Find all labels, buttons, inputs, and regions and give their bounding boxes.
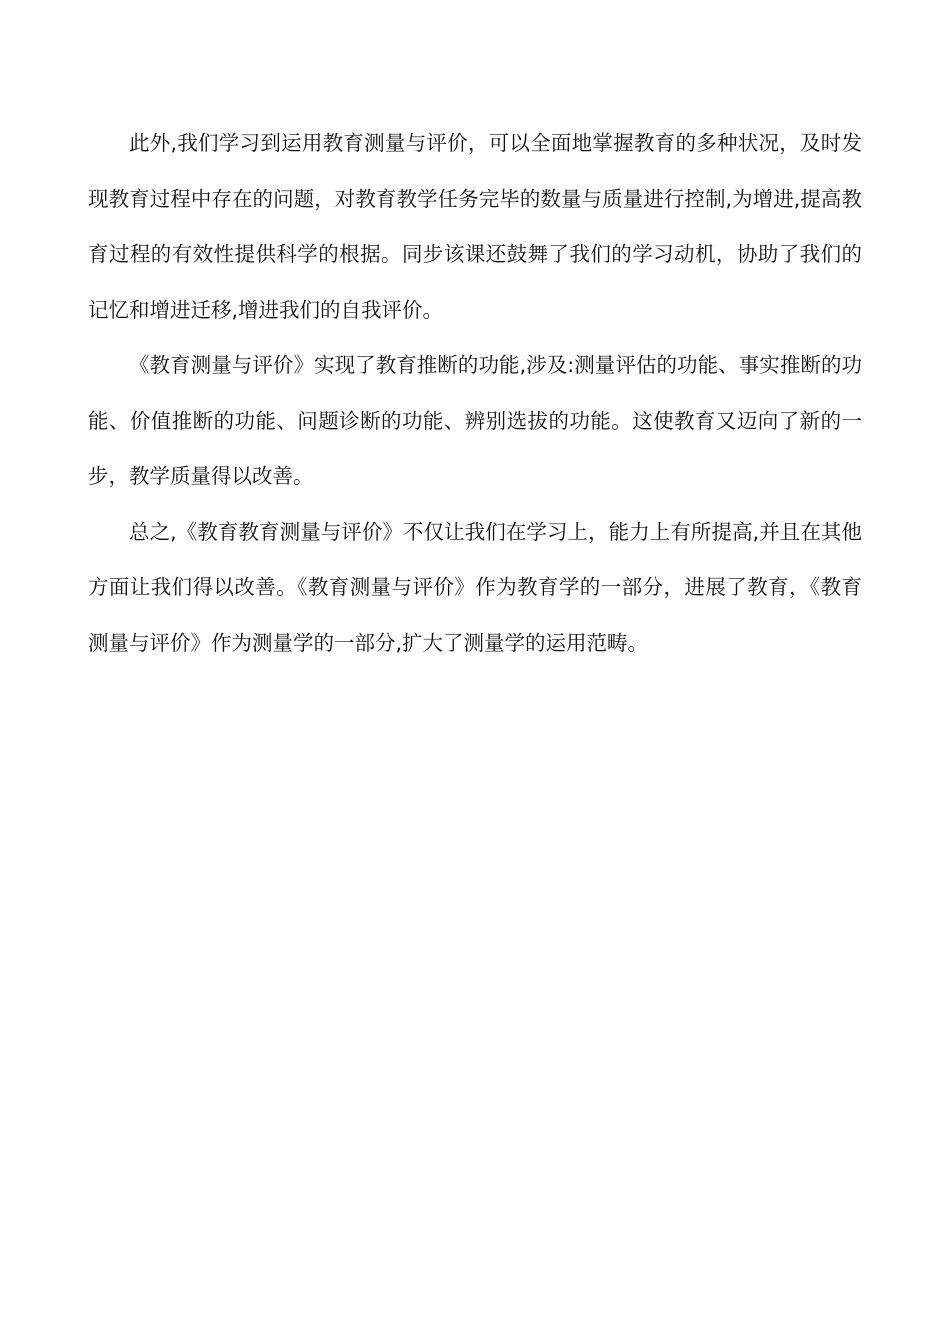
paragraph-3: 总之,《教育教育测量与评价》不仅让我们在学习上，能力上有所提高,并且在其他方面让我们得以改善。《教育测量与评价》作为教育学的一部分，进展了教育，《教育测量与评价》作为测量学的一部分,扩大了测量学的运用范畴。 bbox=[88, 519, 862, 655]
paragraph-1: 此外,我们学习到运用教育测量与评价，可以全面地掌握教育的多种状况，及时发现教育过程中存在的问题，对教育教学任务完毕的数量与质量进行控制,为增进,提高教育过程的有效性提供科学的根据。同步该课还鼓舞了我们的学习动机，协助了我们的记忆和增进迁移,增进我们的自我评价。 bbox=[88, 131, 862, 322]
document-body bbox=[88, 116, 862, 671]
paragraph-2: 《教育测量与评价》实现了教育推断的功能,涉及:测量评估的功能、事实推断的功能、价值推断的功能、问题诊断的功能、辨别选拔的功能。这使教育又迈向了新的一步，教学质量得以改善。 bbox=[88, 353, 862, 488]
